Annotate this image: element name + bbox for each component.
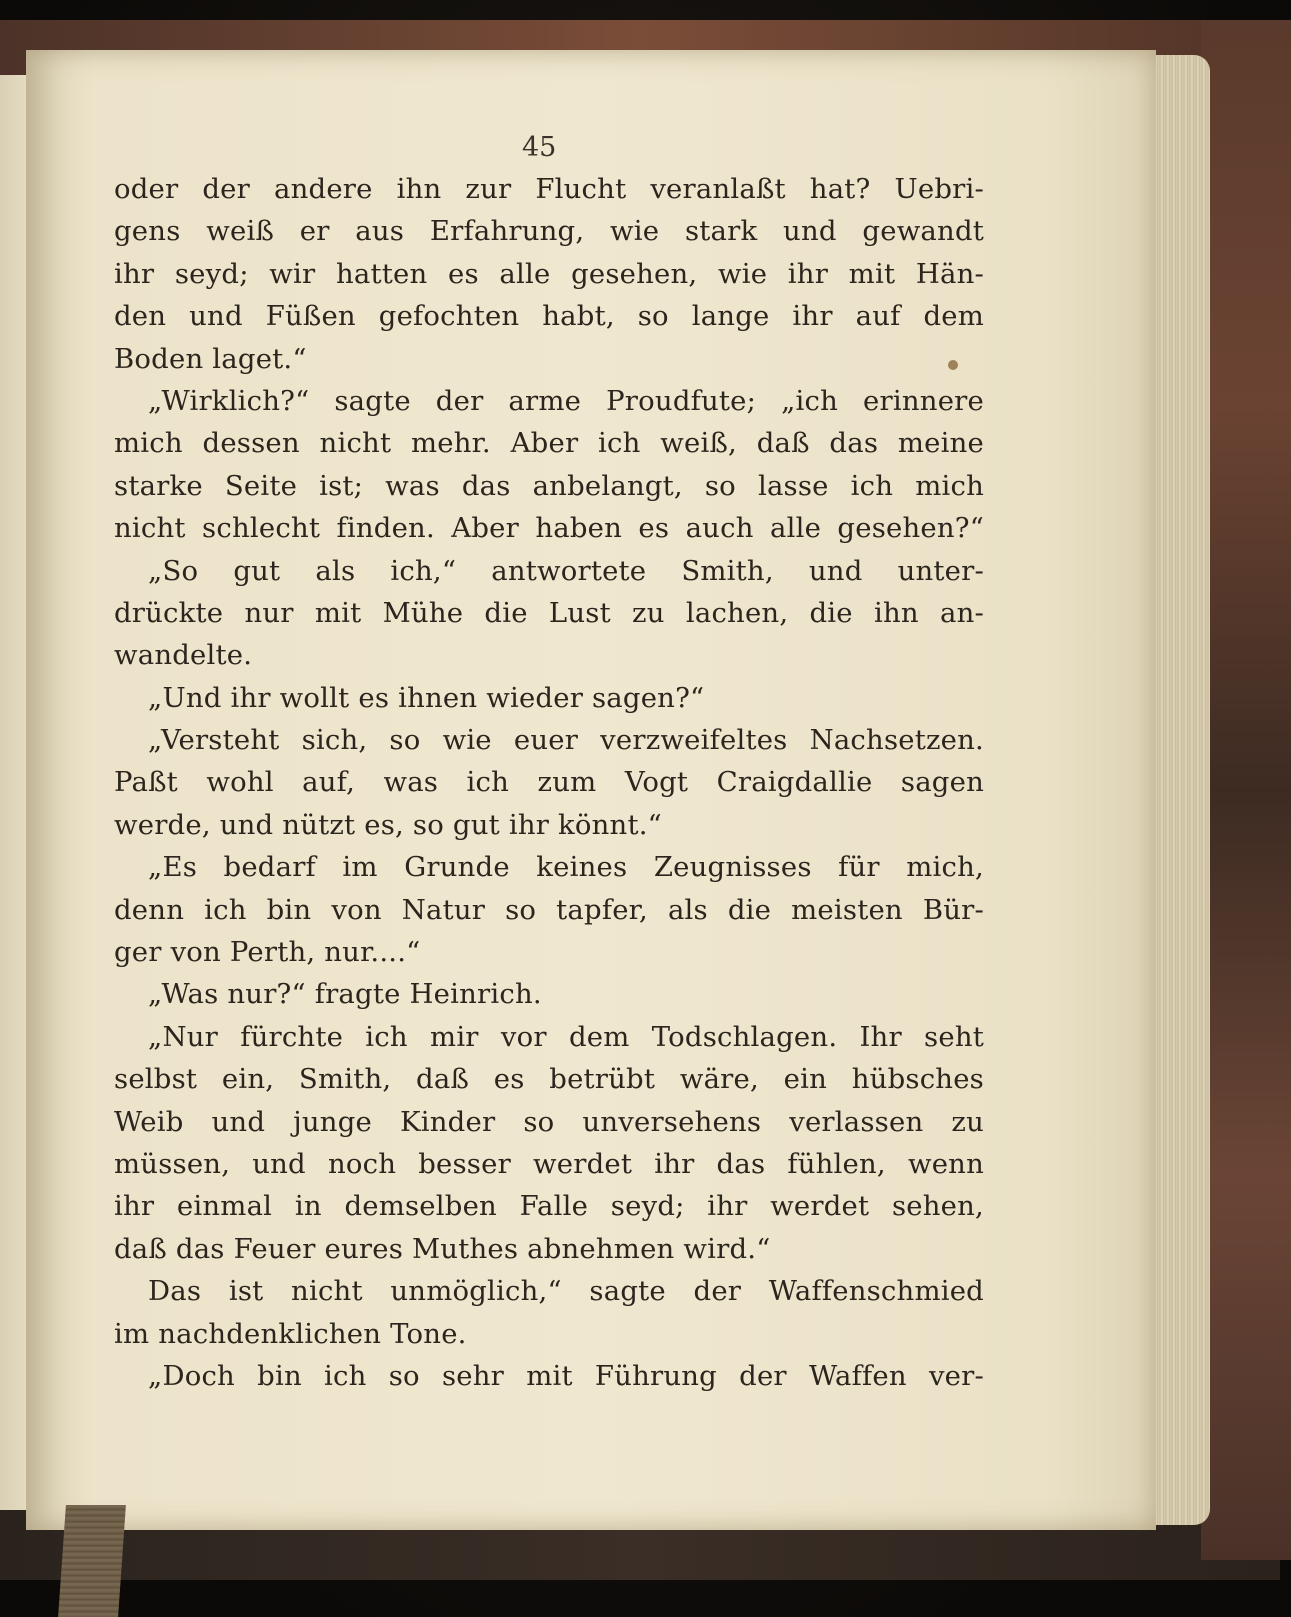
text-line: ihr einmal in demselben Falle seyd; ihr werdet sehen,: [114, 1190, 984, 1223]
text-line: denn ich bin von Natur so tapfer, als die meisten Bür-: [114, 893, 984, 926]
text-line: im nachdenklichen Tone.: [114, 1317, 467, 1350]
text-line: ihr seyd; wir hatten es alle gesehen, wie ihr mit Hän-: [114, 257, 984, 290]
cover-leather-right: [1201, 20, 1291, 1560]
text-line: „Doch bin ich so sehr mit Führung der Waffen ver-: [148, 1359, 984, 1392]
text-line: starke Seite ist; was das anbelangt, so lasse ich mich: [114, 469, 984, 502]
text-line: „So gut als ich,“ antwortete Smith, und unter-: [148, 554, 984, 587]
text-line: mich dessen nicht mehr. Aber ich weiß, daß das meine: [114, 427, 984, 460]
text-line: „Es bedarf im Grunde keines Zeugnisses für mich,: [148, 851, 984, 884]
bookmark-ribbon: [58, 1505, 126, 1617]
text-line: den und Füßen gefochten habt, so lange ihr auf dem: [114, 300, 984, 333]
text-line: Das ist nicht unmöglich,“ sagte der Waffenschmied: [148, 1275, 984, 1308]
text-line: Weib und junge Kinder so unversehens verlassen zu: [114, 1105, 984, 1138]
text-line: „Und ihr wollt es ihnen wieder sagen?“: [148, 681, 705, 714]
text-line: „Versteht sich, so wie euer verzweifeltes Nachsetzen.: [148, 724, 984, 757]
text-block: [114, 168, 984, 1397]
text-line: Paßt wohl auf, was ich zum Vogt Craigdallie sagen: [114, 766, 984, 799]
text-line: wandelte.: [114, 639, 253, 672]
page-number: 45: [522, 132, 557, 163]
text-line: gens weiß er aus Erfahrung, wie stark und gewandt: [114, 215, 984, 248]
text-line: daß das Feuer eures Muthes abnehmen wird.“: [114, 1232, 771, 1265]
left-page-edge: [0, 75, 28, 1510]
text-line: selbst ein, Smith, daß es betrübt wäre, ein hübsches: [114, 1063, 984, 1096]
text-line: „Nur fürchte ich mir vor dem Todschlagen. Ihr seht: [148, 1020, 984, 1053]
text-line: Boden laget.“: [114, 342, 307, 375]
text-line: ger von Perth, nur....“: [114, 936, 421, 969]
text-line: müssen, und noch besser werdet ihr das fühlen, wenn: [114, 1147, 984, 1180]
text-line: werde, und nützt es, so gut ihr könnt.“: [114, 808, 662, 841]
text-line: drückte nur mit Mühe die Lust zu lachen, die ihn an-: [114, 596, 984, 629]
text-line: nicht schlecht finden. Aber haben es auch alle gesehen?“: [114, 512, 984, 545]
book-page: [26, 50, 1156, 1530]
text-line: „Was nur?“ fragte Heinrich.: [148, 978, 542, 1011]
text-line: „Wirklich?“ sagte der arme Proudfute; „ich erinnere: [148, 384, 984, 417]
text-line: oder der andere ihn zur Flucht veranlaßt hat? Uebri-: [114, 173, 984, 205]
